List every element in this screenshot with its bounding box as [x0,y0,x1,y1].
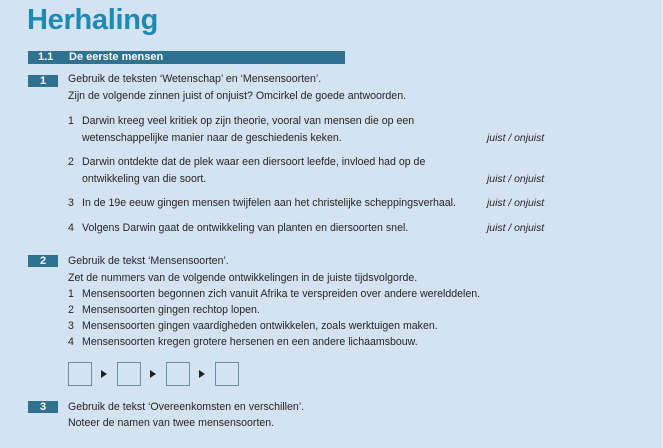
page-title: Herhaling [27,4,159,36]
development-number: 4 [68,336,74,348]
exercise-badge-3: 3 [28,401,58,413]
statement-number: 1 [68,115,74,127]
section-title: De eerste mensen [69,51,164,63]
development-text: Mensensoorten gingen rechtop lopen. [82,304,260,316]
exercise-badge-1: 1 [28,75,58,87]
development-text: Mensensoorten gingen vaardigheden ontwikkelen, zoals werktuigen maken. [82,320,438,332]
development-number: 1 [68,288,74,300]
order-answer-box-4[interactable] [215,362,239,386]
answer-choice-juist-onjuist[interactable]: juist / onjuist [487,223,545,234]
arrow-right-icon [199,370,205,378]
statement-text-continued: wetenschappelijke manier naar de geschiedenis keken. [82,132,342,144]
statement-text: Volgens Darwin gaat de ontwikkeling van planten en diersoorten snel. [82,222,409,234]
exercise-1-question: Zijn de volgende zinnen juist of onjuist? Omcirkel de goede antwoorden. [68,90,407,102]
statement-text: Darwin ontdekte dat de plek waar een diersoort leefde, invloed had op de [82,156,426,168]
order-answer-box-3[interactable] [166,362,190,386]
development-text: Mensensoorten begonnen zich vanuit Afrika te verspreiden over andere werelddelen. [82,288,481,300]
exercise-2-question: Zet de nummers van de volgende ontwikkelingen in de juiste tijdsvolgorde. [68,272,418,284]
exercise-2-instruction: Gebruik de tekst ‘Mensensoorten’. [68,255,229,267]
answer-choice-juist-onjuist[interactable]: juist / onjuist [487,174,545,185]
answer-choice-juist-onjuist[interactable]: juist / onjuist [487,198,545,209]
exercise-3-instruction: Gebruik de tekst ‘Overeenkomsten en verschillen’. [68,401,305,413]
statement-number: 3 [68,197,74,209]
exercise-1-instruction: Gebruik de teksten ‘Wetenschap’ en ‘Mensensoorten’. [68,73,322,85]
development-number: 2 [68,304,74,316]
exercise-3-question: Noteer de namen van twee mensensoorten. [68,417,275,429]
order-answer-box-1[interactable] [68,362,92,386]
statement-number: 4 [68,222,74,234]
arrow-right-icon [150,370,156,378]
arrow-right-icon [101,370,107,378]
section-number: 1.1 [38,51,54,63]
statement-number: 2 [68,156,74,168]
order-answer-box-2[interactable] [117,362,141,386]
answer-choice-juist-onjuist[interactable]: juist / onjuist [487,133,545,144]
statement-text-continued: ontwikkeling van die soort. [82,173,207,185]
section-header [28,51,345,64]
statement-text: In de 19e eeuw gingen mensen twijfelen aan het christelijke scheppingsverhaal. [82,197,456,209]
exercise-badge-2: 2 [28,255,58,267]
development-number: 3 [68,320,74,332]
statement-text: Darwin kreeg veel kritiek op zijn theorie, vooral van mensen die op een [82,115,415,127]
development-text: Mensensoorten kregen grotere hersenen en een andere lichaamsbouw. [82,336,418,348]
